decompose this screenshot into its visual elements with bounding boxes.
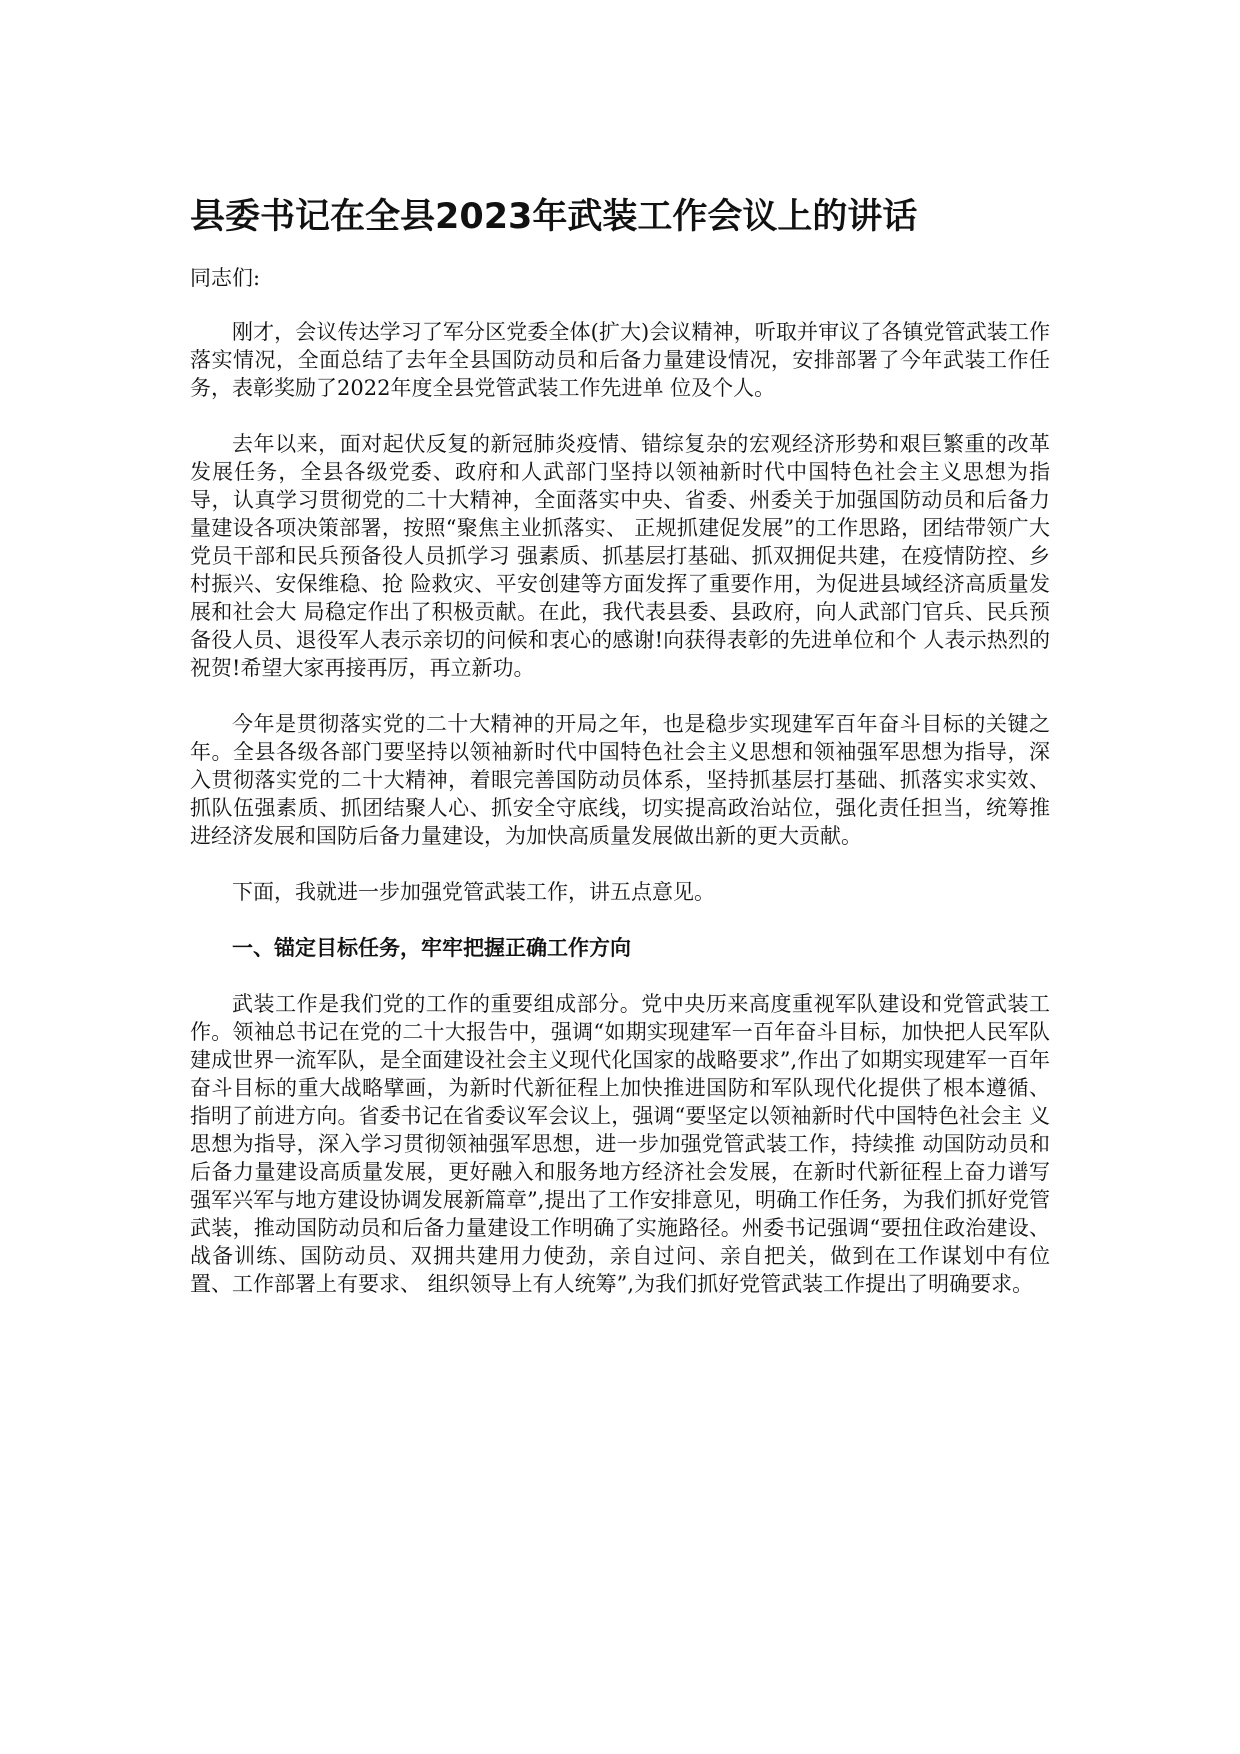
salutation: 同志们: [190, 266, 261, 290]
paragraph-transition: 下面，我就进一步加强党管武装工作，讲五点意见。 [232, 880, 715, 904]
section-paragraph: 武装工作是我们党的工作的重要组成部分。党中央历来高度重视军队建设和党管武装工作。领袖总书记在党的二十大报告中，强调“如期实现建军一百年奋斗目标，加快把人民军队建成世界一流军队，是全面建设社会主义现代化国家的战略要求”,作出了如期实现建军一百年奋斗目标的重大战略擘画，为新时代新征程上加快推进国防和军队现代化提供了根本遵循、指明了前进方向。省委书记在省委议军会议上，强调“要坚定以领袖新时代中国特色社会主 义思想为指导，深入学习贯彻领袖强军思想，进一步加强党管武装工作，持续推 动国防动员和后备力量建设高质量发展，更好融入和服务地方经济社会发展，在新时代新征程上奋力谱写强军兴军与地方建设协调发展新篇章”,提出了工作安排意见，明确工作任务，为我们抓好党管武装，推动国防动员和后备力量建设工作明确了实施路径。州委书记强调“要扭住政治建设、战备训练、国防动员、双拥共建用力使劲，亲自过问、亲自把关，做到在工作谋划中有位置、工作部署上有要求、 组织领导上有人统筹”,为我们抓好党管武装工作提出了明确要求。 [190, 992, 1050, 1296]
paragraph-opening: 刚才，会议传达学习了军分区党委全体(扩大)会议精神，听取并审议了各镇党管武装工作落实情况，全面总结了去年全县国防动员和后备力量建设情况，安排部署了今年武装工作任务，表彰奖励了2022年度全县党管武装工作先进单 位及个人。 [190, 320, 1050, 400]
section-heading: 一、锚定目标任务，牢牢把握正确工作方向 [232, 936, 631, 960]
document-body [190, 192, 1050, 1326]
paragraph-this-year: 今年是贯彻落实党的二十大精神的开局之年，也是稳步实现建军百年奋斗目标的关键之年。全县各级各部门要坚持以领袖新时代中国特色社会主义思想和领袖强军思想为指导，深入贯彻落实党的二十大精神，着眼完善国防动员体系，坚持抓基层打基础、抓落实求实效、抓队伍强素质、抓团结聚人心、抓安全守底线，切实提高政治站位，强化责任担当，统筹推进经济发展和国防后备力量建设，为加快高质量发展做出新的更大贡献。 [190, 712, 1050, 848]
paragraph-review: 去年以来，面对起伏反复的新冠肺炎疫情、错综复杂的宏观经济形势和艰巨繁重的改革发展任务，全县各级党委、政府和人武部门坚持以领袖新时代中国特色社会主义思想为指导，认真学习贯彻党的二十大精神，全面落实中央、省委、州委关于加强国防动员和后备力量建设各项决策部署，按照“聚焦主业抓落实、 正规抓建促发展”的工作思路，团结带领广大党员干部和民兵预备役人员抓学习 强素质、抓基层打基础、抓双拥促共建，在疫情防控、乡村振兴、安保维稳、抢 险救灾、平安创建等方面发挥了重要作用，为促进县域经济高质量发展和社会大 局稳定作出了积极贡献。在此，我代表县委、县政府，向人武部门官兵、民兵预 备役人员、退役军人表示亲切的问候和衷心的感谢!向获得表彰的先进单位和个 人表示热烈的祝贺!希望大家再接再厉，再立新功。 [190, 432, 1050, 680]
document-title: 县委书记在全县2023年武装工作会议上的讲话 [190, 197, 918, 237]
